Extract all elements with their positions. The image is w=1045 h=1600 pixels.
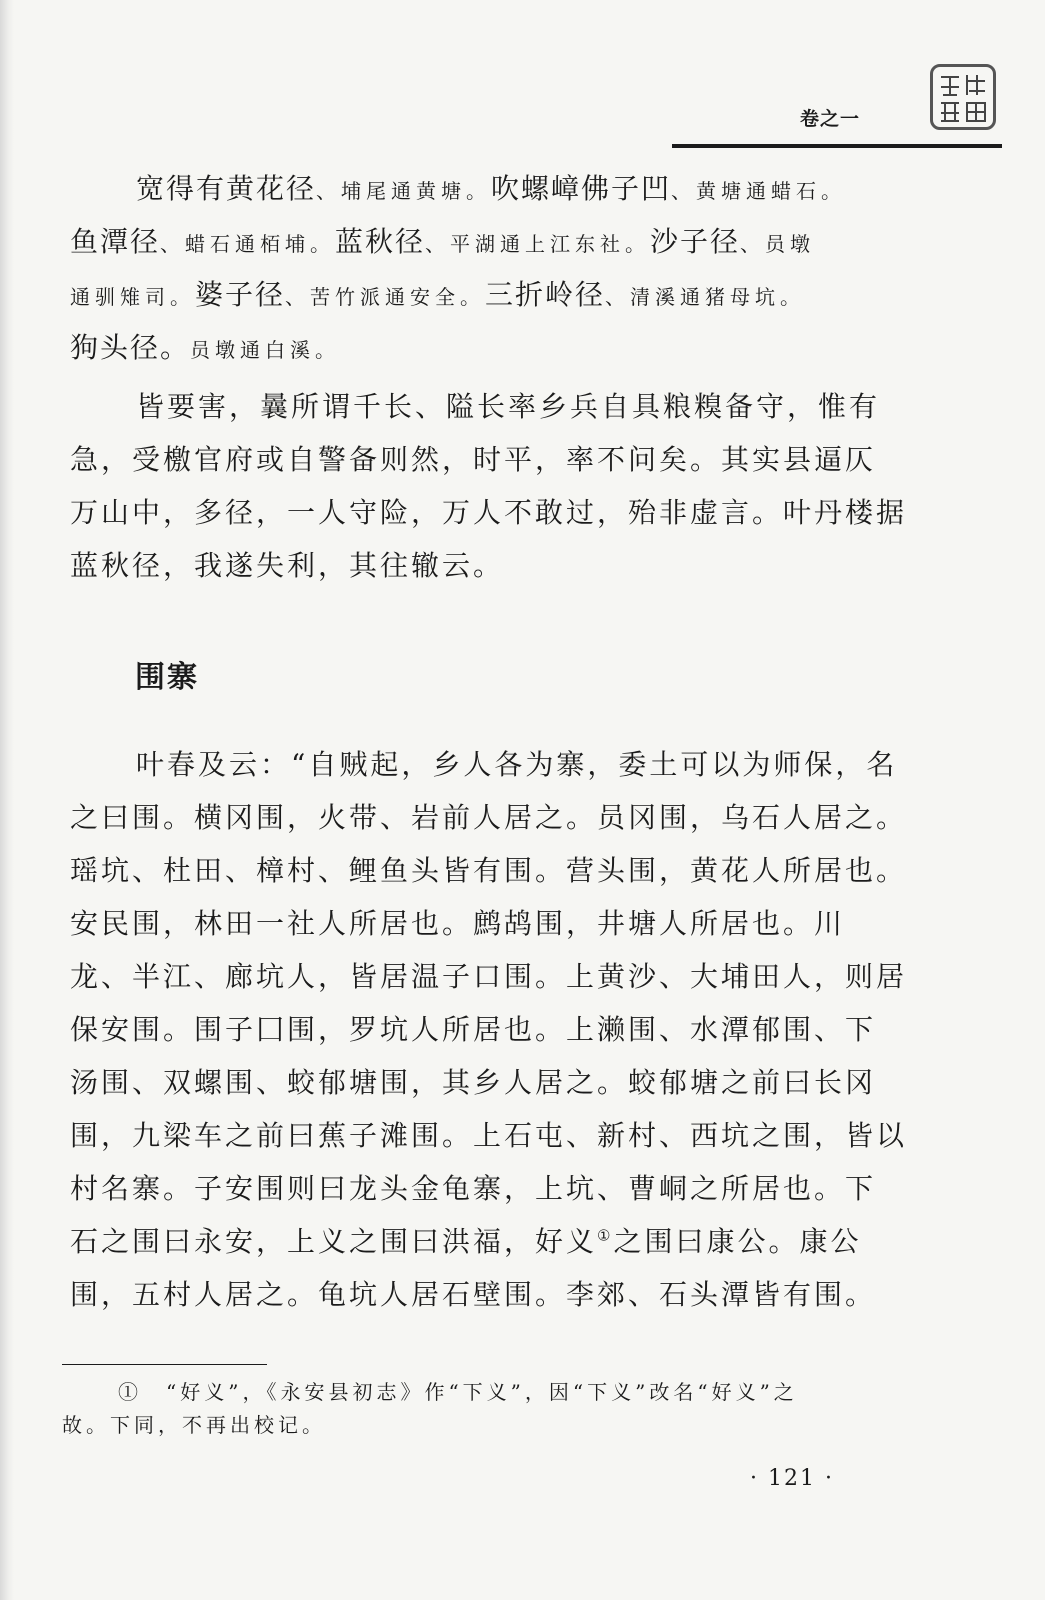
pass-route-note: 、苦竹派通安全。 (285, 285, 486, 309)
mountain-pass-list (70, 162, 900, 374)
paragraph-line: 瑶坑、杜田、樟村、鲤鱼头皆有围。营头围，黄花人所居也。 (70, 854, 908, 887)
header-rule (672, 144, 1002, 148)
paragraph-line: 围，五村人居之。龟坑人居石壁围。李郊、石头潭皆有围。 (70, 1278, 877, 1311)
paragraph-line: 蓝秋径，我遂失利，其往辙云。 (70, 549, 505, 582)
footnote (62, 1376, 912, 1442)
footnote-reference-mark: ① (597, 1226, 614, 1245)
pass-route-note: 通驯雉司。 (70, 285, 195, 309)
paragraph-line: 皆要害，曩所谓千长、隘长率乡兵自具粮糗备守，惟有 (136, 390, 881, 423)
pass-route-note: 、黄塘通蜡石。 (671, 179, 847, 203)
paragraph-line: 之曰围。横冈围，火带、岩前人居之。员冈围，乌石人居之。 (70, 801, 908, 834)
pass-route-note: 、埔尾通黄塘。 (316, 179, 492, 203)
paragraph-defense (70, 380, 908, 592)
paragraph-line: 保安围。围子囗围，罗坑人所居也。上濑围、水潭郁围、下 (70, 1013, 877, 1046)
paragraph-line: 龙、半江、廊坑人，皆居温子口围。上黄沙、大埔田人，则居 (70, 960, 908, 993)
paragraph-line: 万山中，多径，一人守险，万人不敢过，殆非虚言。叶丹楼据 (70, 496, 908, 529)
paragraph-line: 村名寨。子安围则曰龙头金龟寨，上坑、曹峒之所居也。下 (70, 1172, 877, 1205)
pass-route-note: 员墩通白溪。 (190, 338, 341, 362)
pass-route-note: 、平湖通上江东社。 (425, 232, 651, 256)
paragraph-line: 安民围，林田一社人所居也。鹧鸪围，井塘人所居也。川 (70, 907, 846, 940)
paragraph-line: 叶春及云：“自贼起，乡人各为寨，委土可以为师保，名 (136, 748, 898, 781)
footnote-line: ① “好义”，《永安县初志》作“下义”，因“下义”改名“好义”之 (118, 1380, 798, 1404)
paragraph-line: 急，受檄官府或自警备则然，时平，率不问矣。其实县逼仄 (70, 443, 877, 476)
line-text: 之围曰康公。康公 (613, 1225, 862, 1258)
pass-route-note: 、清溪通猪母坑。 (605, 285, 806, 309)
pass-route-note: 、蜡石通栢埔。 (160, 232, 336, 256)
line-text: 石之围曰永安，上义之围曰洪福，好义 (70, 1225, 598, 1258)
pass-route-note: 、员墩 (740, 232, 816, 256)
pass-name: 宽得有黄花径 (136, 172, 317, 205)
pass-name: 沙子径 (650, 225, 741, 258)
paragraph-line: 围，九梁车之前曰蕉子滩围。上石屯、新村、西坑之围，皆以 (70, 1119, 908, 1152)
pass-list-line (70, 162, 900, 215)
pass-name: 吹螺嶂佛子凹 (491, 172, 672, 205)
pass-name: 狗头径。 (70, 331, 191, 364)
pass-list-line (70, 215, 900, 268)
footnote-line: 故。下同，不再出校记。 (62, 1413, 326, 1437)
section-heading: 围寨 (135, 660, 199, 695)
pass-name: 蓝秋径 (335, 225, 426, 258)
footnote-rule (62, 1364, 267, 1365)
pass-name: 鱼潭径 (70, 225, 161, 258)
pass-name: 三折岭径 (485, 278, 606, 311)
pass-list-line (70, 268, 900, 321)
seal-stamp (930, 64, 996, 130)
pass-list-line (70, 321, 900, 374)
pass-name: 婆子径 (195, 278, 286, 311)
running-title: 卷之一 (800, 108, 861, 130)
paragraph-enclosures (70, 738, 908, 1321)
seal-stamp-glyphs (933, 67, 993, 127)
paragraph-line (70, 1215, 900, 1268)
scanned-page-edge (0, 0, 14, 1600)
page-number: · 121 · (750, 1466, 834, 1491)
paragraph-line: 汤围、双螺围、蛟郁塘围，其乡人居之。蛟郁塘之前曰长冈 (70, 1066, 877, 1099)
